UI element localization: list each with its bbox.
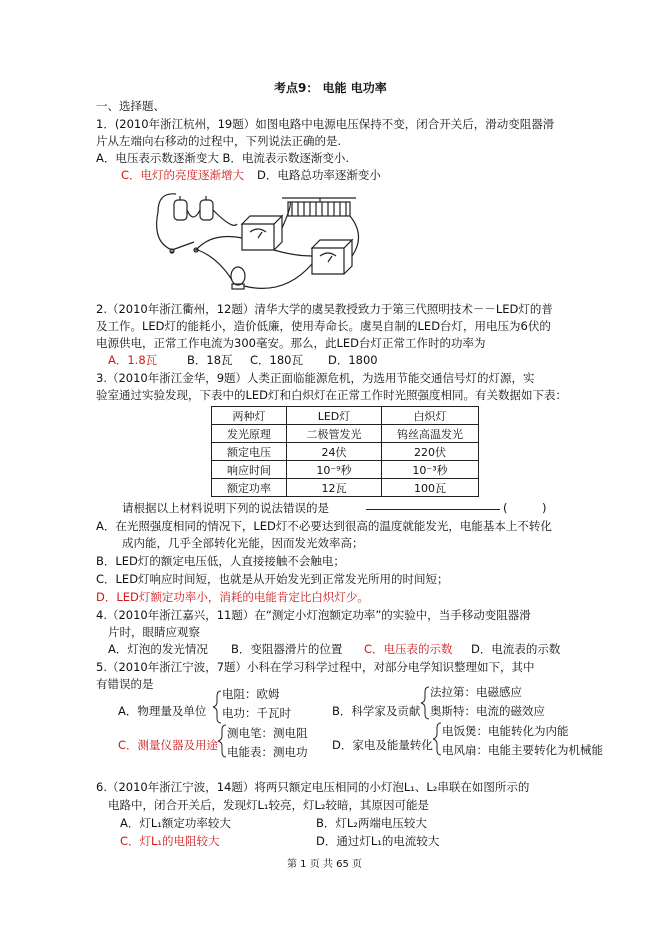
q5-option-a-item1: 电阻：欧姆	[222, 687, 280, 701]
q1-option-c: C．电灯的亮度逐渐增大	[121, 168, 245, 182]
q1-line2: 片从左端向右移动的过程中，下列说法正确的是.	[96, 134, 342, 148]
table-cell: 发光原理	[212, 425, 287, 443]
q6-line1: 6.（2010年浙江宁波，14题）将两只额定电压相同的小灯泡L₁、L₂串联在如图所示的	[96, 780, 530, 794]
brace-icon	[420, 686, 430, 720]
table-row	[212, 443, 479, 461]
q3-line2: 验室通过实验发现，下表中的LED灯和白炽灯在正常工作时光照强度相同。有关数据如下表：	[96, 388, 568, 402]
brace-icon	[432, 722, 442, 756]
q3-option-c: C．LED灯响应时间短，也就是从开始发光到正常发光所用的时间短；	[96, 572, 449, 586]
table-cell: 钨丝高温发光	[382, 425, 479, 443]
q6-option-d: D．通过灯L₁的电流较大	[316, 834, 440, 848]
q6-option-c: C．灯L₁的电阻较大	[120, 834, 220, 848]
table-cell: 额定功率	[212, 479, 287, 497]
q5-option-d-item2: 电风扇：电能主要转化为机械能	[442, 743, 603, 757]
q4-option-d: D．电流表的示数	[471, 642, 561, 656]
q3-answer-paren: ( )	[503, 501, 547, 515]
page-number: 第 1 页 共 65 页	[287, 859, 362, 870]
section-heading: 一、选择题、	[96, 99, 165, 113]
q1-options-ab: A．电压表示数逐渐变大 B．电流表示数逐渐变小.	[96, 151, 350, 165]
q5-option-d-item1: 电饭煲：电能转化为内能	[442, 724, 569, 738]
table-cell: 10⁻⁹秒	[287, 461, 382, 479]
table-cell: 响应时间	[212, 461, 287, 479]
q1-option-d: D．电路总功率逐渐变小	[257, 168, 381, 182]
brace-icon	[212, 690, 222, 724]
q5-option-a-item2: 电功：千瓦时	[222, 706, 291, 720]
q5-option-b: B．科学家及贡献	[332, 704, 421, 718]
q5-line2: 有错误的是	[96, 677, 154, 691]
q5-option-d: D．家电及能量转化	[332, 738, 433, 752]
table-row	[212, 479, 479, 497]
q4-line1: 4.（2010年浙江嘉兴，11题）在“测定小灯泡额定功率”的实验中，当手移动变阻器滑	[96, 608, 531, 622]
table-cell: 24伏	[287, 443, 382, 461]
q5-line1: 5.（2010年浙江宁波，7题）小科在学习科学过程中，对部分电学知识整理如下，其中	[96, 660, 535, 674]
q2-line1: 2.（2010年浙江衢州，12题）清华大学的虞昊教授致力于第三代照明技术－－LED灯的普	[96, 302, 553, 316]
q3-option-a2: 成内能，几乎全部转化光能，因而发光效率高；	[122, 536, 364, 550]
q5-option-c-item1: 测电笔：测电阻	[227, 726, 308, 740]
q2-option-d: D．1800	[328, 353, 378, 367]
page-title: 考点9： 电能 电功率	[274, 81, 387, 95]
answer-blank-line	[366, 509, 500, 510]
table-cell: 两种灯	[212, 407, 287, 425]
q4-option-c: C．电压表的示数	[364, 642, 453, 656]
lamp	[231, 267, 245, 285]
q4-option-a: A．灯泡的发光情况	[108, 642, 208, 656]
table-row	[212, 407, 479, 425]
rheostat	[288, 202, 350, 216]
q3-line1: 3.（2010年浙江金华，9题）人类正面临能源危机，为选用节能交通信号灯的灯源，实	[96, 371, 535, 385]
q5-option-b-item2: 奥斯特：电流的磁效应	[430, 704, 545, 718]
q3-option-a1: A．在光照强度相同的情况下，LED灯不必要达到很高的温度就能发光，电能基本上不转化	[96, 519, 552, 533]
table-cell: 10⁻³秒	[382, 461, 479, 479]
table-cell: 二极管发光	[287, 425, 382, 443]
q5-option-b-item1: 法拉第：电磁感应	[430, 685, 522, 699]
q4-option-b: B．变阻器滑片的位置	[231, 642, 343, 656]
q2-option-c: C．180瓦	[250, 353, 303, 367]
circuit-diagram	[150, 188, 390, 298]
table-cell: 白炽灯	[382, 407, 479, 425]
q6-option-a: A．灯L₁额定功率较大	[120, 816, 231, 830]
q6-option-b: B．灯L₂两端电压较大	[316, 816, 427, 830]
q5-option-a: A．物理量及单位	[118, 704, 207, 718]
q4-line2: 片时，眼睛应观察	[108, 625, 200, 639]
q2-line2: 及工作。LED灯的能耗小，造价低廉，使用寿命长。虞昊自制的LED台灯，用电压为6伏的	[96, 319, 551, 333]
q5-option-c: C．测量仪器及用途	[118, 738, 219, 752]
battery-cell	[200, 200, 213, 220]
comparison-table	[211, 406, 479, 497]
table-cell: 额定电压	[212, 443, 287, 461]
q5-option-c-item2: 电能表：测电功	[227, 745, 308, 759]
table-cell: LED灯	[287, 407, 382, 425]
q3-option-b: B．LED灯的额定电压低，人直接接触不会触电；	[96, 554, 345, 568]
table-cell: 220伏	[382, 443, 479, 461]
battery-cell	[174, 200, 187, 220]
q2-option-a: A．1.8瓦	[108, 353, 158, 367]
q3-option-d: D．LED灯额定功率小，消耗的电能肯定比白炽灯少。	[96, 590, 369, 604]
q2-line3: 电源供电，正常工作电流为300毫安。那么，此LED台灯正常工作时的功率为	[96, 336, 486, 350]
q3-prompt: 请根据以上材料说明下列的说法错误的是	[122, 501, 329, 515]
q2-option-b: B．18瓦	[187, 353, 233, 367]
q6-line2: 电路中，闭合开关后，发现灯L₁较亮，灯L₂较暗，其原因可能是	[108, 798, 430, 812]
table-cell: 100瓦	[382, 479, 479, 497]
table-row	[212, 425, 479, 443]
table-cell: 12瓦	[287, 479, 382, 497]
table-row	[212, 461, 479, 479]
brace-icon	[217, 724, 227, 758]
q1-line1: 1．(2010年浙江杭州，19题）如图电路中电源电压保持不变，闭合开关后，滑动变阻器滑	[96, 117, 555, 131]
